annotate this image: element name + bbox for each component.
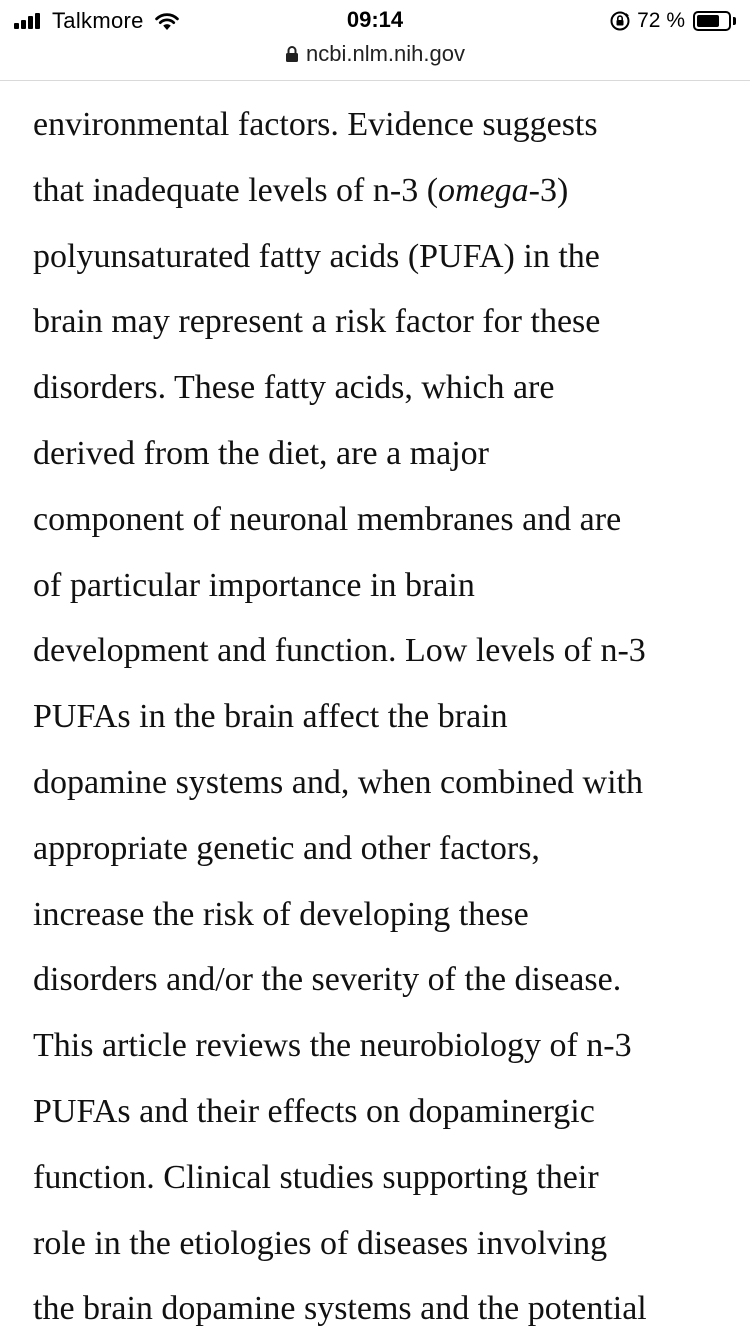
- article-line: component of neuronal membranes and are: [33, 500, 622, 538]
- status-bar: [0, 0, 750, 81]
- article-line: PUFAs in the brain affect the brain: [33, 698, 508, 736]
- article-line: that inadequate levels of n-3 (omega-3): [33, 171, 569, 209]
- article-line: disorders and/or the severity of the disease.: [33, 961, 622, 999]
- url-text: ncbi.nlm.nih.gov: [306, 41, 465, 66]
- article-line: the brain dopamine systems and the potential: [33, 1290, 647, 1328]
- article-line: function. Clinical studies supporting their: [33, 1158, 599, 1196]
- article-line: of particular importance in brain: [33, 566, 475, 604]
- battery-icon: [693, 11, 731, 31]
- status-right: [609, 8, 736, 34]
- article-line: PUFAs and their effects on dopaminergic: [33, 1092, 595, 1130]
- carrier-name: Talkmore: [52, 8, 144, 33]
- article-line: derived from the diet, are a major: [33, 434, 489, 472]
- article-line: appropriate genetic and other factors,: [33, 829, 540, 867]
- article-line: dopamine systems and, when combined with: [33, 763, 644, 801]
- article-line: disorders. These fatty acids, which are: [33, 369, 555, 407]
- article-line: brain may represent a risk factor for these: [33, 303, 601, 341]
- article-line: This article reviews the neurobiology of n-3: [33, 1027, 632, 1065]
- rotation-lock-icon: [609, 10, 631, 32]
- omega-emphasis: omega: [438, 171, 529, 209]
- battery-tip: [733, 17, 736, 25]
- article-line: role in the etiologies of diseases involving: [33, 1224, 608, 1262]
- battery-percentage: 72 %: [637, 9, 685, 32]
- address-bar[interactable]: [0, 40, 750, 68]
- clock: 09:14: [346, 7, 404, 32]
- battery-fill: [697, 15, 719, 27]
- article-line: polyunsaturated fatty acids (PUFA) in the: [33, 237, 600, 275]
- lock-icon: [285, 45, 299, 63]
- article-line: increase the risk of developing these: [33, 895, 529, 933]
- article-line: environmental factors. Evidence suggests: [33, 106, 598, 143]
- article-line: development and function. Low levels of n-3: [33, 632, 646, 670]
- article-body: [33, 92, 733, 1342]
